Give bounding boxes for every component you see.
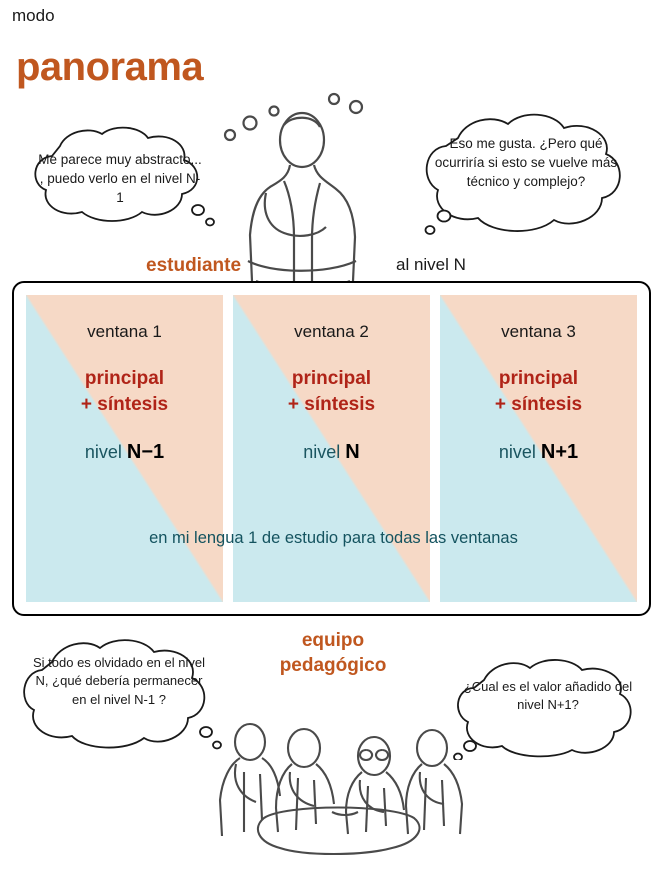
team-role-label: equipo pedagógico [279,630,387,676]
window-1-level-prefix: nivel [84,442,127,463]
window-3-level [440,441,637,464]
thought-bubble-student-right-text: Eso me gusta. ¿Pero qué ocurriría si esto se vuelve más técnico y complejo? [434,136,618,190]
window-2-level [233,441,430,464]
thought-bubble-student-right [418,112,634,242]
window-card-1[interactable] [26,295,223,602]
window-3-name: ventana 3 [501,322,576,341]
windows-panel [12,281,651,616]
pedagogical-team-figure-icon [192,700,482,862]
window-card-2[interactable] [233,295,430,602]
thought-bubble-team-left-text: Si todo es olvidado en el nivel N, ¿qué debería permanecer en el nivel N-1 ? [32,655,205,707]
thought-bubble-student-left-text: Me parece muy abstracto... , puedo verlo en el nivel N-1 [38,152,202,206]
window-1-main: principal + síntesis [80,368,169,415]
window-2-level-prefix: nivel [303,442,346,463]
window-1-level [26,441,223,464]
thought-bubble-student-left [22,124,218,230]
window-2-name: ventana 2 [294,322,369,341]
student-figure-icon [222,85,392,295]
windows-footnote: en mi lengua 1 de estudio para todas las ventanas [149,529,518,547]
window-card-3[interactable] [440,295,637,602]
student-role-label: estudiante [146,255,242,276]
window-3-level-prefix: nivel [498,442,541,463]
thought-bubble-team-right-text: ¿Cual es el valor añadido del nivel N+1? [463,679,633,713]
window-1-level-value: N−1 [126,441,165,464]
student-level-note: al nivel N [396,255,466,274]
window-3-main: principal + síntesis [494,368,583,415]
window-1-name: ventana 1 [87,322,162,341]
window-2-level-value: N [345,441,360,464]
window-3-level-value: N+1 [540,441,579,464]
window-2-main: principal + síntesis [287,368,376,415]
page-title: panorama [16,45,204,89]
mode-label: modo [12,6,55,25]
windows-row [26,295,637,602]
